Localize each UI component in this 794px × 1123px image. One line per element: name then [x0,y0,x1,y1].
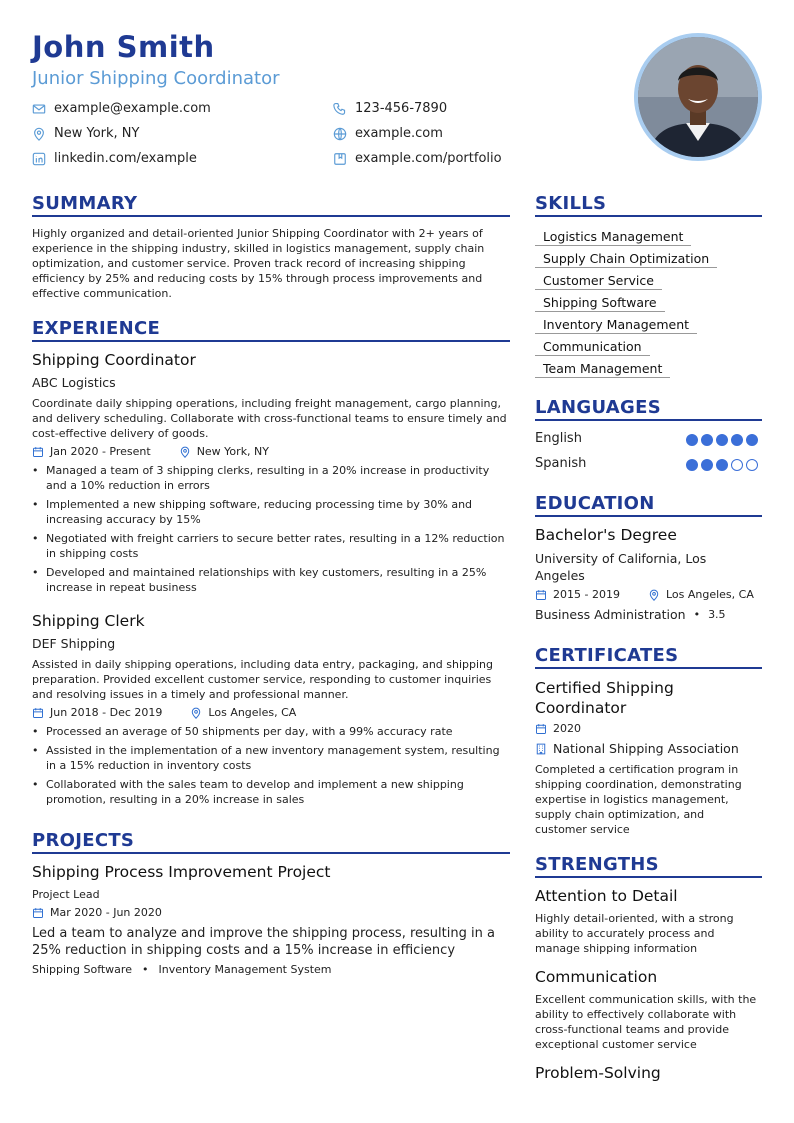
list-item: • Collaborated with the sales team to develop and implement a new shipping promotion, resulting in a 20% increase in sales [32,777,512,807]
summary-heading: SUMMARY [32,193,138,214]
skills-list [535,226,762,380]
list-item: • Developed and maintained relationships with key customers, resulting in a 25% increase in repeat business [32,565,512,595]
certificate-issuer-row [535,741,739,756]
rating-dot-empty [731,459,743,471]
language-name: Spanish [535,456,587,471]
bookmark-icon [333,152,347,166]
certificate-issuer: National Shipping Association [553,741,739,756]
skill-tag: Team Management [535,361,670,378]
contact-website[interactable] [333,126,443,141]
gpa: 3.5 [708,608,726,621]
skill-tag: Logistics Management [535,229,691,246]
job-dates: Jun 2018 - Dec 2019 [50,706,163,719]
strengths-divider [535,876,762,878]
field-separator: • [693,608,701,621]
rating-dot-filled [701,459,713,471]
education-field-row [535,607,726,622]
education-location: Los Angeles, CA [665,588,754,601]
language-name: English [535,431,582,446]
school: University of California, Los Angeles [535,551,707,583]
job-description: Assisted in daily shipping operations, including data entry, packaging, and shipping preparation. Provided excellent customer service, responding to customer inquiries and resolving issues in a timely and professional manner. [32,658,494,701]
job-location: Los Angeles, CA [208,706,297,719]
strength-title: Communication [535,968,658,986]
strength-title: Attention to Detail [535,887,678,905]
skill-tag: Customer Service [535,273,662,290]
rating-dot-empty [746,459,758,471]
project-dates: Mar 2020 - Jun 2020 [50,906,162,919]
strength-title: Problem-Solving [535,1064,661,1082]
calendar-icon [32,446,44,458]
skill-tag: Shipping Software [535,295,665,312]
languages-divider [535,419,762,421]
project-role: Project Lead [32,888,100,901]
website-text: example.com [355,126,443,141]
contact-location [32,126,139,141]
phone-icon [333,102,347,116]
strength-text: Highly detail-oriented, with a strong ability to accurately process and manage shipping information [535,912,734,955]
tag-separator: • [141,963,149,976]
skill-tag: Inventory Management [535,317,697,334]
education-divider [535,515,762,517]
certificate-title: Certified Shipping Coordinator [535,679,674,717]
candidate-title: Junior Shipping Coordinator [32,68,280,89]
calendar-icon [535,589,547,601]
calendar-icon [32,707,44,719]
project-description: Led a team to analyze and improve the shipping process, resulting in a 25% reduction in shipping costs and a 15% increase in efficiency [32,926,495,958]
job-dates: Jan 2020 - Present [50,445,151,458]
rating-dot-filled [731,434,743,446]
building-icon [535,743,547,755]
certificates-heading: CERTIFICATES [535,645,679,666]
certificate-year-row [535,722,581,735]
languages-heading: LANGUAGES [535,397,661,418]
job-bullets [32,724,512,811]
location-text: New York, NY [54,126,140,141]
projects-heading: PROJECTS [32,830,135,851]
location-pin-icon [648,589,660,601]
skills-heading: SKILLS [535,193,607,214]
list-item: • Negotiated with freight carriers to secure better rates, resulting in a 12% reduction in shipping costs [32,531,512,561]
linkedin-icon [32,152,46,166]
linkedin-text: linkedin.com/example [54,151,197,166]
rating-dot-filled [701,434,713,446]
job-title: Shipping Clerk [32,612,145,630]
language-rating [686,434,758,446]
contact-linkedin[interactable] [32,151,197,166]
rating-dot-filled [686,459,698,471]
list-item: • Assisted in the implementation of a new inventory management system, resulting in a 15% reduction in inventory costs [32,743,512,773]
language-rating [686,459,758,471]
portfolio-text: example.com/portfolio [355,151,502,166]
skill-tag: Communication [535,339,650,356]
job-bullets [32,463,512,599]
job-company: ABC Logistics [32,375,116,390]
experience-heading: EXPERIENCE [32,318,161,339]
skill-tag: Supply Chain Optimization [535,251,717,268]
job-meta [32,445,269,458]
strength-text: Excellent communication skills, with the ability to effectively collaborate with cross-functional teams and provide exceptional customer service [535,993,757,1051]
job-title: Shipping Coordinator [32,351,196,369]
calendar-icon [32,907,44,919]
summary-text: Highly organized and detail-oriented Junior Shipping Coordinator with 2+ years of experience in the shipping industry, skilled in logistics management, supply chain optimization, and customer service. Proven track record of increasing shipping efficiency by 25% and reducing costs by 15% through process improvements and effective communication. [32,227,485,300]
job-location: New York, NY [196,445,269,458]
project-title: Shipping Process Improvement Project [32,863,331,881]
certificate-description: Completed a certification program in shipping coordination, demonstrating expertise in logistics management, supply chain optimization, and customer service [535,763,742,836]
project-meta [32,906,162,919]
contact-email[interactable] [32,101,211,116]
degree: Bachelor's Degree [535,526,677,544]
projects-divider [32,852,510,854]
envelope-icon [32,102,46,116]
experience-divider [32,340,510,342]
email-text: example@example.com [54,101,211,116]
job-description: Coordinate daily shipping operations, including freight management, cargo planning, and delivery scheduling. Collaborate with cross-functional teams to ensure timely and cost-effective delivery of goods. [32,397,507,440]
certificates-divider [535,667,762,669]
rating-dot-filled [716,434,728,446]
education-meta [535,588,754,601]
project-tags [32,963,332,976]
list-item: • Managed a team of 3 shipping clerks, resulting in a 20% increase in productivity and a 10% reduction in errors [32,463,512,493]
job-company: DEF Shipping [32,636,116,651]
candidate-name: John Smith [32,30,215,64]
job-meta [32,706,296,719]
location-pin-icon [190,707,202,719]
rating-dot-filled [686,434,698,446]
rating-dot-filled [746,434,758,446]
list-item: • Processed an average of 50 shipments per day, with a 99% accuracy rate [32,724,512,739]
location-pin-icon [32,127,46,141]
phone-text: 123-456-7890 [355,101,448,116]
education-dates: 2015 - 2019 [553,588,620,601]
calendar-icon [535,723,547,735]
profile-photo [634,33,762,161]
education-heading: EDUCATION [535,493,655,514]
list-item: • Implemented a new shipping software, reducing processing time by 30% and increasing accuracy by 15% [32,497,512,527]
location-pin-icon [179,446,191,458]
project-tag: Shipping Software [32,963,132,976]
globe-icon [333,127,347,141]
rating-dot-filled [716,459,728,471]
strengths-heading: STRENGTHS [535,854,659,875]
certificate-year: 2020 [553,722,581,735]
skills-divider [535,215,762,217]
summary-divider [32,215,510,217]
project-tag: Inventory Management System [158,963,332,976]
field-of-study: Business Administration [535,607,686,622]
contact-portfolio[interactable] [333,151,502,166]
contact-phone[interactable] [333,101,447,116]
